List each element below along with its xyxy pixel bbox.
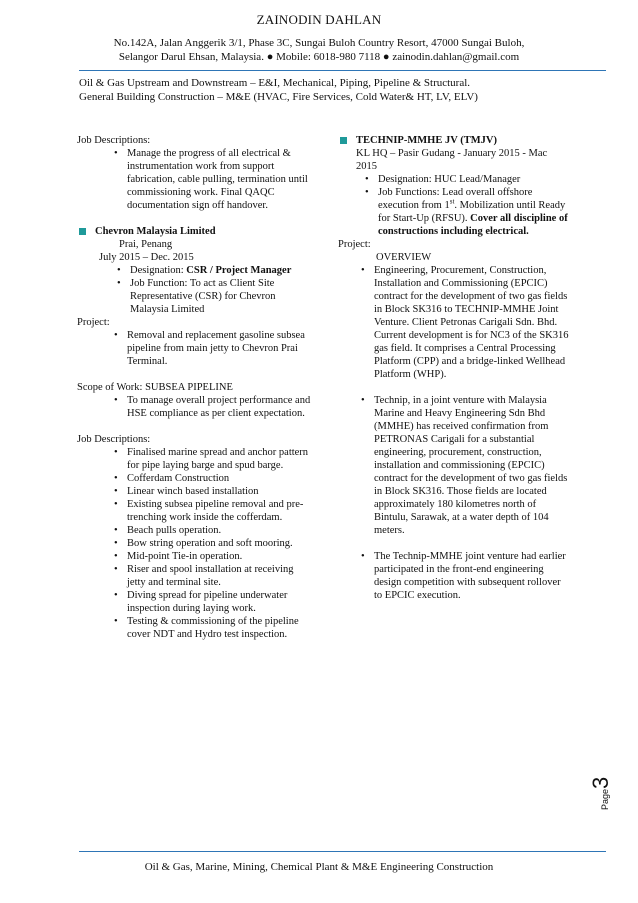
section-marker-icon xyxy=(340,137,347,144)
list-item: • Testing & commissioning of the pipeline cover NDT and Hydro test inspection. xyxy=(109,615,312,641)
summary xyxy=(79,77,599,104)
list-item: • Manage the progress of all electrical & instrumentation work from support fabrication, cable pulling, termination until commissioning work. Final QAQC documentation sign off handover. xyxy=(109,147,312,212)
project-label: Project: xyxy=(338,239,371,250)
right-column xyxy=(338,134,570,602)
list-item: • Cofferdam Construction xyxy=(109,472,312,485)
list-item: • To manage overall project performance and HSE compliance as per client expectation. xyxy=(109,394,312,420)
job-descriptions-list-2 xyxy=(77,446,312,641)
header-divider xyxy=(79,70,606,71)
project-label: Project: xyxy=(77,317,110,328)
role-list xyxy=(77,264,312,316)
company-name: TECHNIP-MMHE JV (TMJV) xyxy=(356,135,497,146)
scope-list xyxy=(77,394,312,420)
list-item: • Linear winch based installation xyxy=(109,485,312,498)
list-item: • Finalised marine spread and anchor pattern for pipe laying barge and spud barge. xyxy=(109,446,312,472)
address-line-1: No.142A, Jalan Anggerik 3/1, Phase 3C, Sungai Buloh Country Resort, 47000 Sungai Buloh, xyxy=(113,37,525,49)
job-descriptions-label-2: Job Descriptions: xyxy=(77,434,151,445)
overview-label: OVERVIEW xyxy=(376,252,432,263)
list-item: • Engineering, Procurement, Construction, Installation and Commissioning (EPCIC) contract for the development of two gas fields in Block SK316 to TECHNIP-MMHE Joint Venture. Client Petronas Carigali Sdn. Bhd. Current development is for NC3 of the SK316 gas field. It comprises a Central Processing Platform (CPP) and a bridge-linked Wellhead Platform (WHP). xyxy=(356,264,570,381)
summary-line-1: Oil & Gas Upstream and Downstream – E&I, Mechanical, Piping, Pipeline & Structural. xyxy=(79,77,471,89)
list-item: • Diving spread for pipeline underwater inspection during laying work. xyxy=(109,589,312,615)
designation-item: • Designation: CSR / Project Manager xyxy=(112,264,312,277)
job-descriptions-label: Job Descriptions: xyxy=(77,135,151,146)
candidate-name: ZAINODIN DAHLAN xyxy=(256,12,382,27)
list-item: • Mid-point Tie-in operation. xyxy=(109,550,312,563)
list-item: • Riser and spool installation at receiving jetty and terminal site. xyxy=(109,563,312,589)
section-technip xyxy=(338,134,570,147)
footer-divider xyxy=(79,851,606,852)
company-location: Prai, Penang xyxy=(119,239,173,250)
footer-text: Oil & Gas, Marine, Mining, Chemical Plant & M&E Engineering Construction xyxy=(144,861,494,873)
job-function-item: • Job Functions: Lead overall offshore execution from 1st. Mobilization until Ready for Start-Up (RFSU). Cover all discipline of constructions including electrical. xyxy=(360,186,570,238)
job-descriptions-list-1 xyxy=(77,147,312,212)
page-number-value: 3 xyxy=(588,776,613,789)
list-item: • Beach pulls operation. xyxy=(109,524,312,537)
location-period: KL HQ – Pasir Gudang - January 2015 - Mac 2015 xyxy=(356,148,548,172)
section-marker-icon xyxy=(79,228,86,235)
address-line-2: Selangor Darul Ehsan, Malaysia. ● Mobile: 6018-980 7118 ● zainodin.dahlan@gmail.com xyxy=(118,50,520,63)
contact-info xyxy=(60,37,578,64)
summary-line-2: General Building Construction – M&E (HVAC, Fire Services, Cold Water& HT, LV, ELV) xyxy=(79,90,478,103)
list-item: • Technip, in a joint venture with Malaysia Marine and Heavy Engineering Sdn Bhd (MMHE) has received confirmation from PETRONAS Carigali for a substantial engineering, procurement, construction, installation and commissioning (EPCIC) contract for the development of two gas fields in Block SK316. Those fields are located approximately 180 kilometres north of Bintulu, Sarawak, at a water depth of 104 meters. xyxy=(356,394,570,537)
list-item: • Removal and replacement gasoline subsea pipeline from main jetty to Chevron Prai Terminal. xyxy=(109,329,312,368)
list-item: • Existing subsea pipeline removal and pre-trenching work inside the cofferdam. xyxy=(109,498,312,524)
overview-list xyxy=(338,264,570,602)
left-column xyxy=(77,134,312,641)
page-number xyxy=(588,770,628,810)
job-function-item: • Job Function: To act as Client Site Representative (CSR) for Chevron Malaysia Limited xyxy=(112,277,312,316)
page-label: Page xyxy=(600,788,610,810)
employment-period: July 2015 – Dec. 2015 xyxy=(99,252,194,263)
company-name: Chevron Malaysia Limited xyxy=(95,226,216,237)
role-list xyxy=(338,173,570,238)
project-list xyxy=(77,329,312,368)
section-chevron xyxy=(77,225,312,238)
scope-of-work-label: Scope of Work: SUBSEA PIPELINE xyxy=(77,382,233,393)
list-item: • The Technip-MMHE joint venture had earlier participated in the front-end engineering design competition with subsequent rollover to EPCIC execution. xyxy=(356,550,570,602)
designation-item: • Designation: HUC Lead/Manager xyxy=(360,173,570,186)
list-item: • Bow string operation and soft mooring. xyxy=(109,537,312,550)
